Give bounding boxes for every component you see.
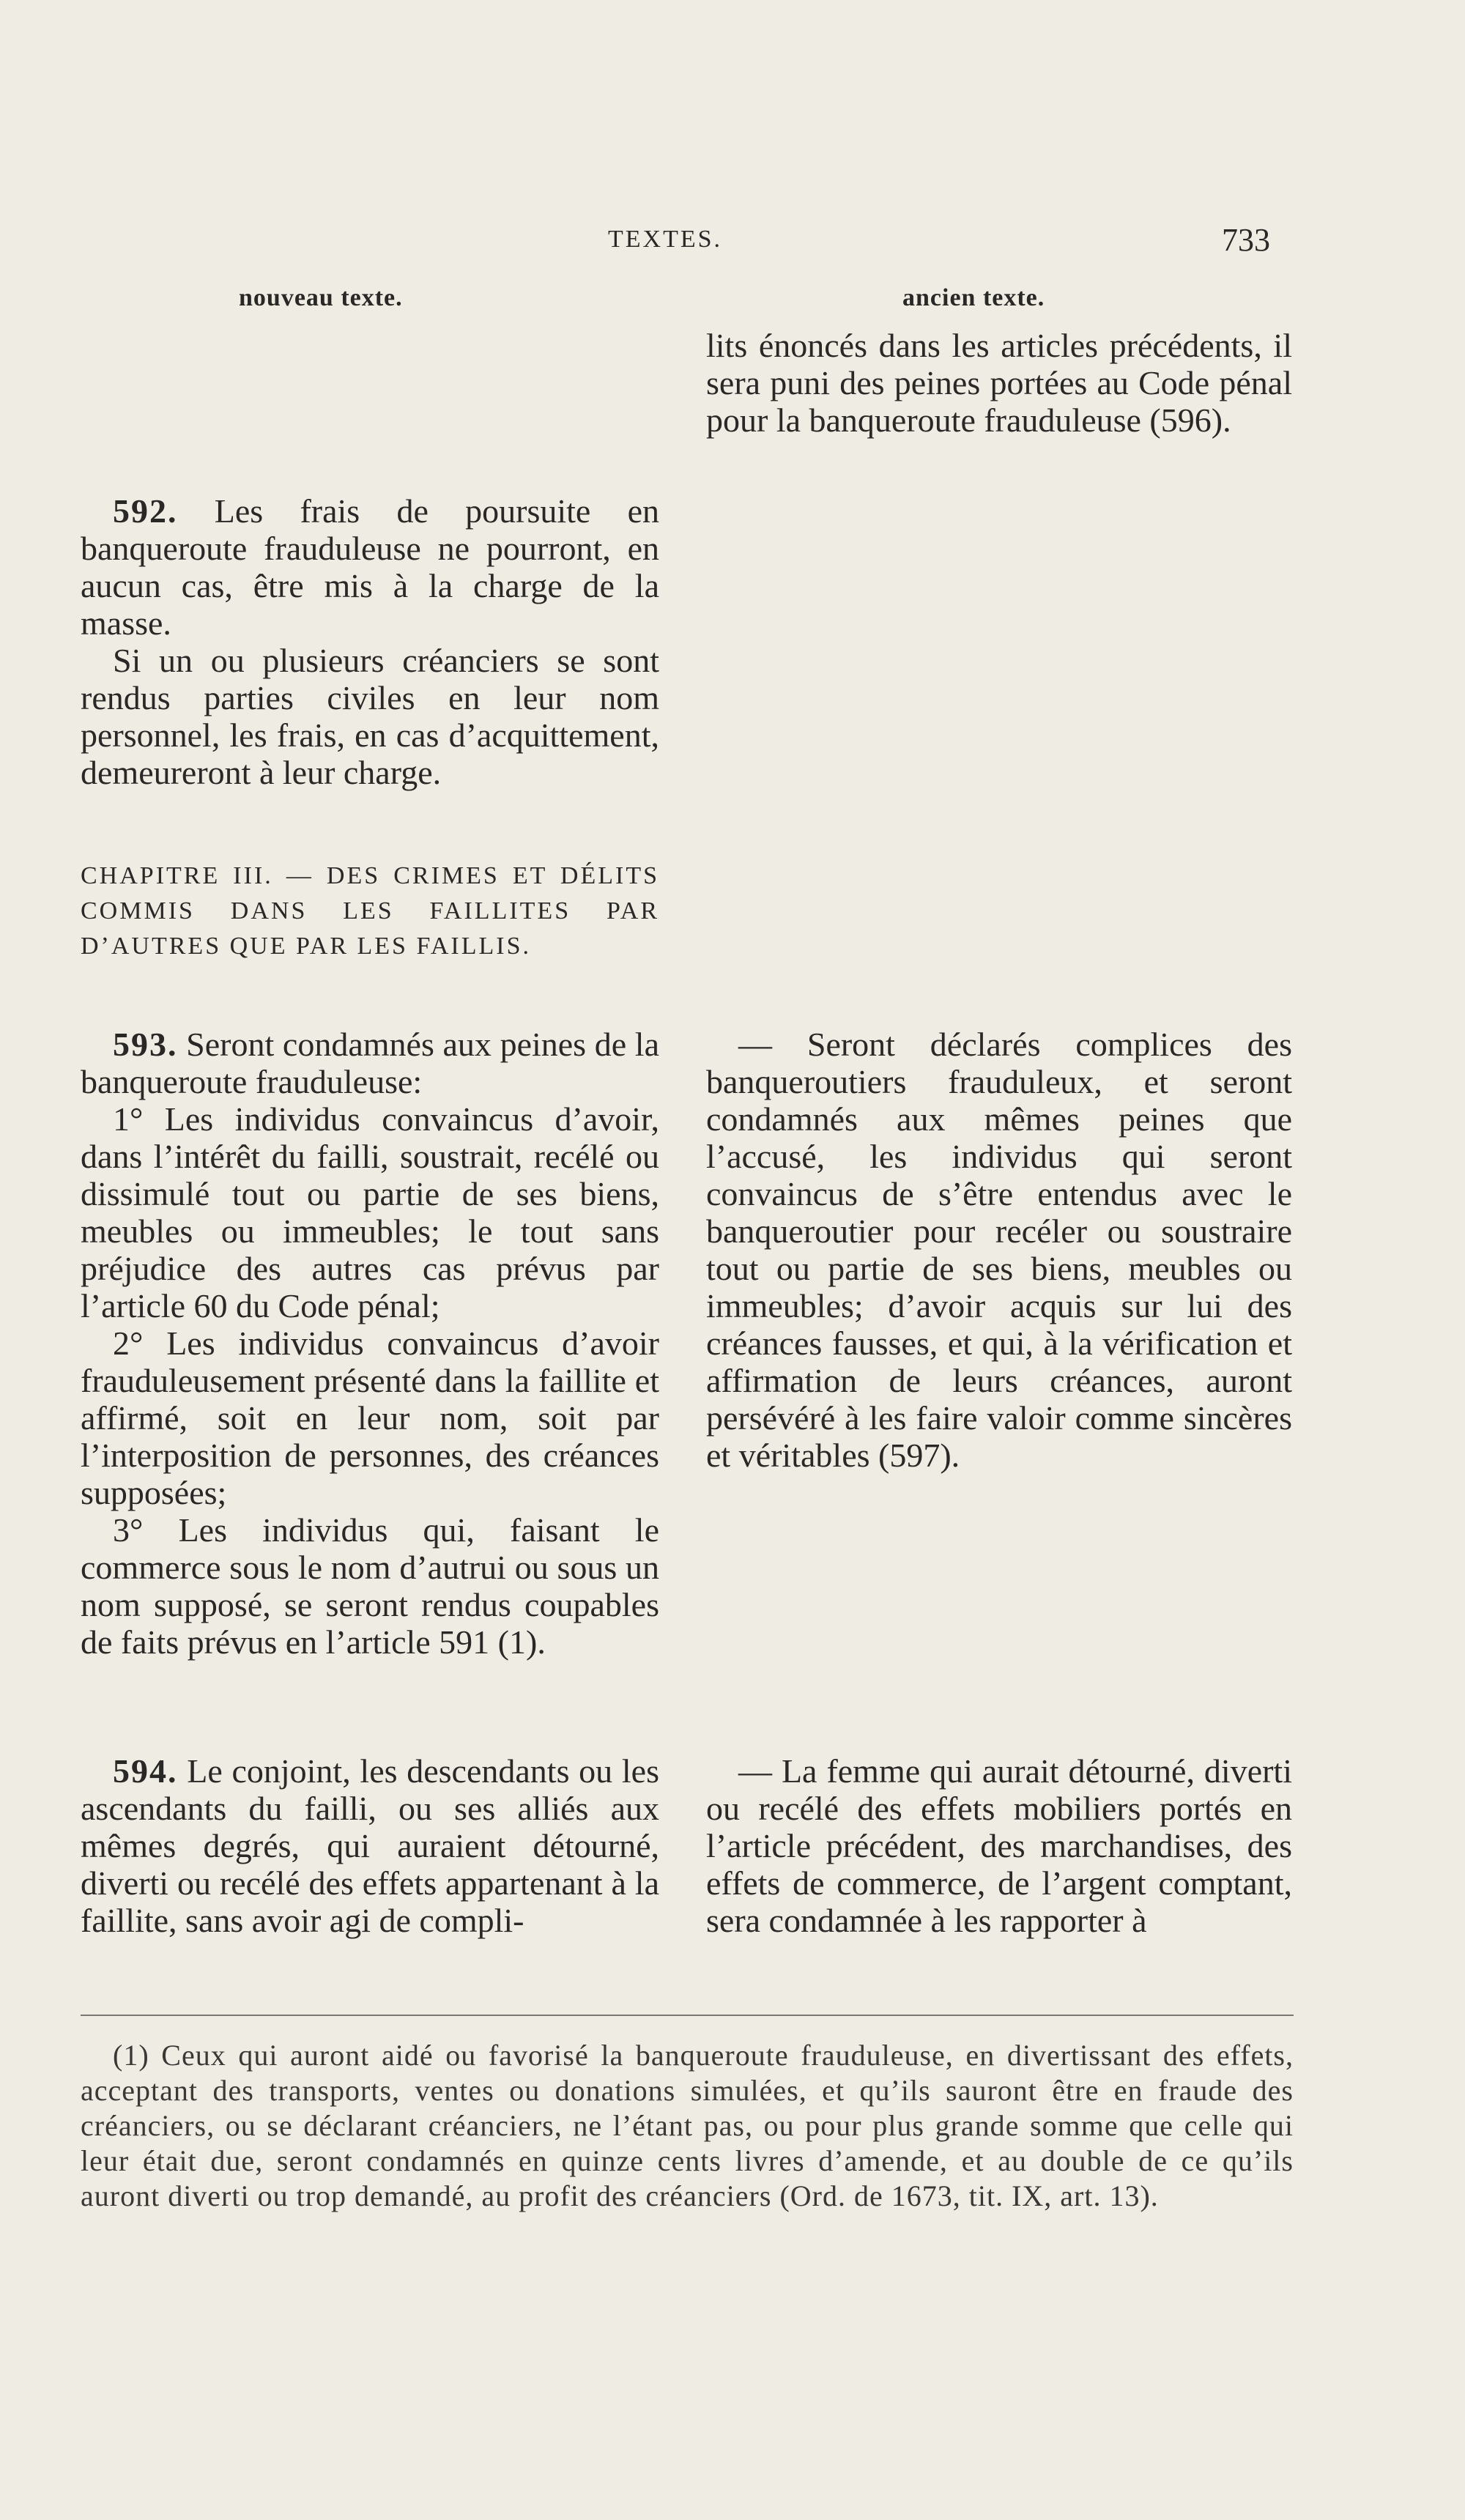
running-title: TEXTES. <box>608 226 723 253</box>
column-heading-old-text: ancien texte. <box>902 284 1045 311</box>
article-paragraph: Si un ou plusieurs créanciers se sont rendus parties civiles en leur nom personnel, les frais, en cas d’acquittement, demeureront à leur charge. <box>81 642 659 791</box>
article-item: 3° Les individus qui, faisant le commerce sous le nom d’autrui ou sous un nom supposé, se seront rendus coupables de faits prévus en l’article 591 (1). <box>81 1511 659 1661</box>
article-number: 593. <box>113 1026 178 1063</box>
old-text-femme <box>706 1752 1292 1939</box>
footnote-rule <box>81 2015 1294 2016</box>
article-text: Le conjoint, les descendants ou les ascendants du failli, ou ses alliés aux mêmes degrés, qui auraient détourné, diverti ou recélé des effets appartenant à la faillite, sans avoir agi de compli- <box>81 1752 659 1939</box>
article-number: 592. <box>113 492 178 530</box>
page-number: 733 <box>1222 222 1270 258</box>
article-594 <box>81 1752 659 1939</box>
article-text: Seront condamnés aux peines de la banqueroute frauduleuse: <box>81 1026 660 1100</box>
old-text-597 <box>706 1026 1292 1474</box>
footnote <box>81 2038 1294 2214</box>
footnote-text: (1) Ceux qui auront aidé ou favorisé la banqueroute frauduleuse, en divertissant des effets, acceptant des transports, ventes ou donations simulées, et qu’ils sauront être en fraude des créanciers, ou se déclarant créanciers, ne l’étant pas, ou pour plus grande somme que celle qui leur était due, seront condamnés en quinze cents livres d’amende, et au double de ce qu’ils auront diverti ou trop demandé, au profit des créanciers (Ord. de 1673, tit. IX, art. 13). <box>81 2039 1294 2212</box>
article-593 <box>81 1026 659 1661</box>
old-text-paragraph: — La femme qui aurait détourné, diverti ou recélé des effets mobiliers portés en l’article précédent, des marchandises, des effets de commerce, de l’argent comptant, sera condamnée à les rapporter à <box>706 1752 1292 1939</box>
chapter-heading: CHAPITRE III. — DES CRIMES ET DÉLITS COMMIS DANS LES FAILLITES PAR D’AUTRES QUE PAR LES FAILLIS. <box>81 862 659 960</box>
old-text-continuation <box>706 327 1292 439</box>
article-item: 2° Les individus convaincus d’avoir frauduleusement présenté dans la faillite et affirmé, soit en leur nom, soit par l’interposition de personnes, des créances supposées; <box>81 1324 659 1511</box>
column-heading-new-text: nouveau texte. <box>239 284 403 311</box>
old-text-paragraph: — Seront déclarés complices des banqueroutiers frauduleux, et seront condamnés aux mêmes peines que l’accusé, les individus qui seront convaincus de s’être entendus avec le banqueroutier pour recéler ou soustraire tout ou partie de ses biens, meubles ou immeubles; d’avoir acquis sur lui des créances fausses, et qui, à la vérification et affirmation de leurs créances, auront persévéré à les faire valoir comme sincères et véritables (597). <box>706 1026 1292 1474</box>
article-text: Les frais de poursuite en banqueroute frauduleuse ne pourront, en aucun cas, être mis à la charge de la masse. <box>81 492 659 642</box>
article-592 <box>81 492 659 791</box>
article-item: 1° Les individus convaincus d’avoir, dans l’intérêt du failli, soustrait, recélé ou dissimulé tout ou partie de ses biens, meubles ou immeubles; le tout sans préjudice des autres cas prévus par l’article 60 du Code pénal; <box>81 1100 659 1324</box>
article-number: 594. <box>113 1752 178 1790</box>
running-head <box>0 222 1465 262</box>
old-text-596: lits énoncés dans les articles précédents, il sera puni des peines portées au Code pénal pour la banqueroute frauduleuse (596). <box>706 327 1292 439</box>
